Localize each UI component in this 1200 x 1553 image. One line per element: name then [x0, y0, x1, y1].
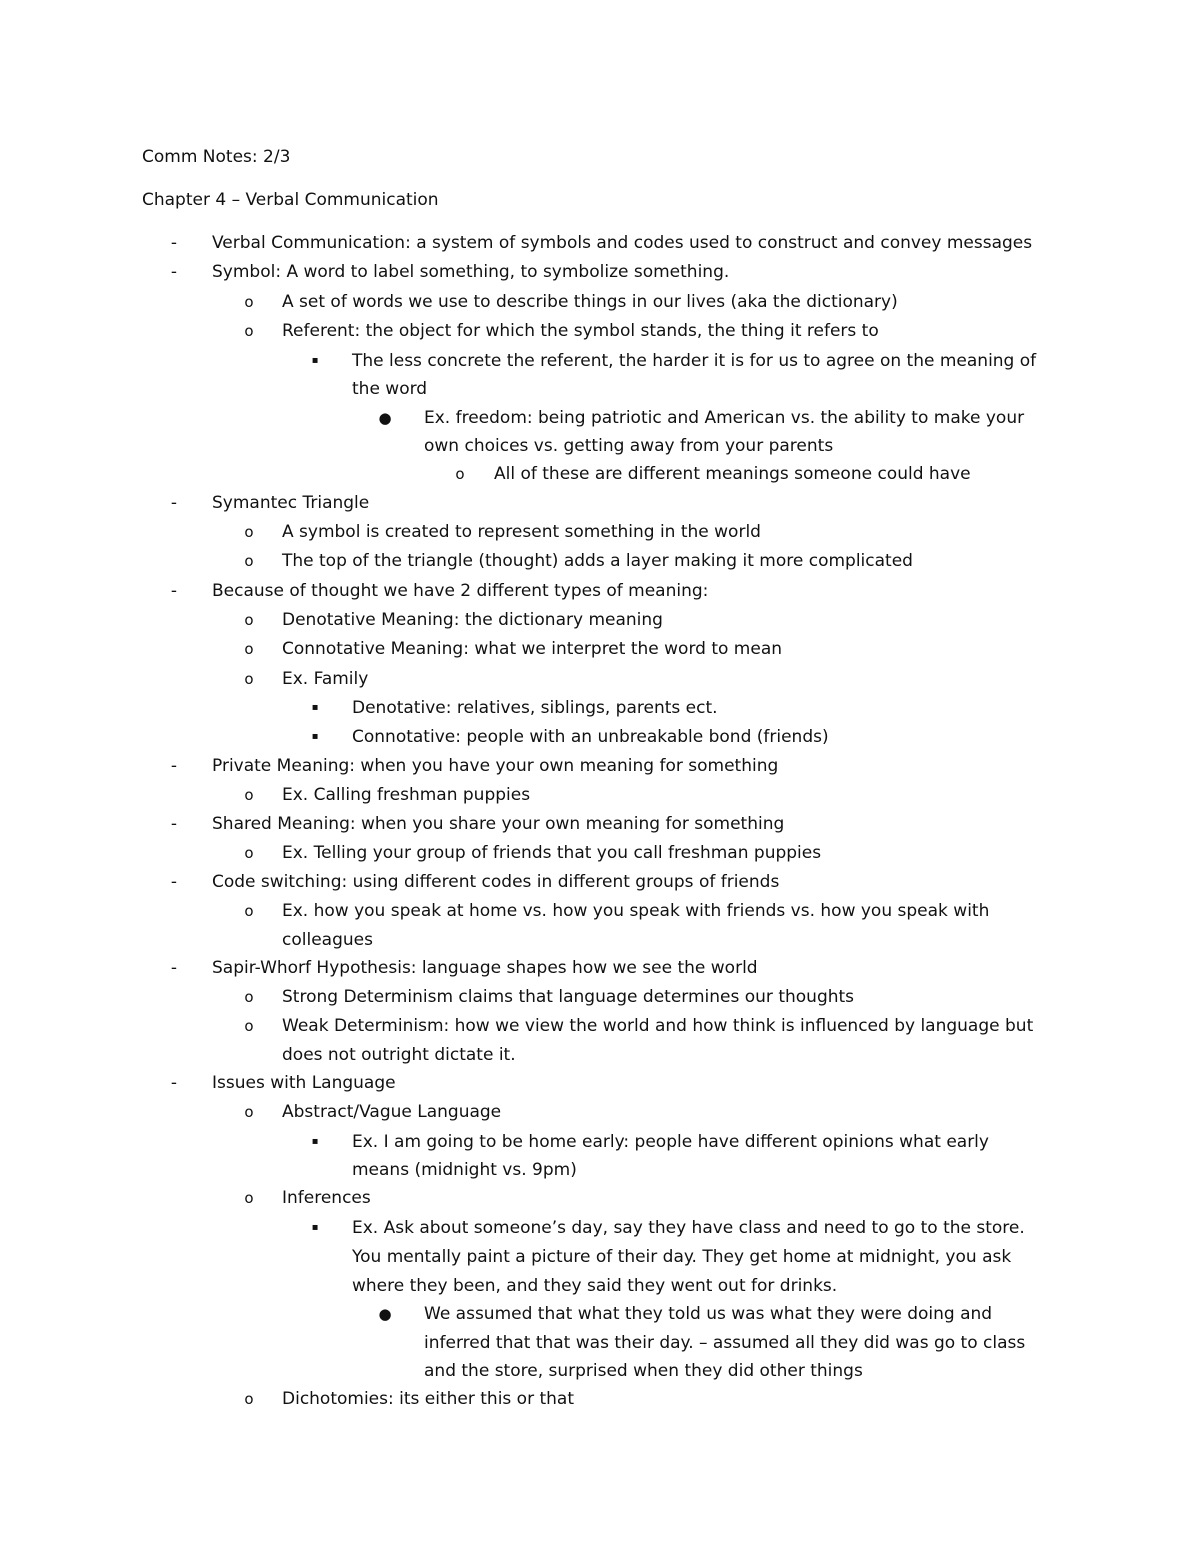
note-line-level-4: and the store, surprised when they did other things — [424, 1361, 863, 1381]
note-line-level-4: inferred that that was their day. – assumed all they did was go to class — [424, 1333, 1026, 1353]
note-line-level-4: Ex. freedom: being patriotic and American vs. the ability to make your — [424, 408, 1025, 428]
dash-bullet-icon: - — [170, 233, 178, 253]
note-line-level-3: the word — [352, 379, 428, 399]
circle-bullet-icon: o — [244, 293, 254, 311]
note-line-level-5: All of these are different meanings someone could have — [494, 464, 971, 484]
square-bullet-icon: ▪ — [311, 355, 319, 366]
circle-bullet-icon: o — [244, 322, 254, 340]
dot-bullet-icon: ● — [378, 409, 392, 427]
note-line-level-2: Ex. Telling your group of friends that you call freshman puppies — [282, 843, 822, 863]
note-line-level-3: where they been, and they said they went out for drinks. — [352, 1276, 838, 1296]
circle-bullet-icon: o — [244, 844, 254, 862]
note-line-level-3: You mentally paint a picture of their day. They get home at midnight, you ask — [352, 1247, 1012, 1267]
square-bullet-icon: ▪ — [311, 1222, 319, 1233]
note-line-level-3: Ex. Ask about someone’s day, say they have class and need to go to the store. — [352, 1218, 1025, 1238]
dot-bullet-icon: ● — [378, 1305, 392, 1323]
note-line-level-1: Sapir-Whorf Hypothesis: language shapes how we see the world — [212, 958, 758, 978]
note-line-level-3: Connotative: people with an unbreakable bond (friends) — [352, 727, 829, 747]
note-line-level-1: Verbal Communication: a system of symbols and codes used to construct and convey messages — [212, 233, 1033, 253]
note-line-level-1: Issues with Language — [212, 1073, 396, 1093]
circle-bullet-icon: o — [244, 1189, 254, 1207]
circle-bullet-icon: o — [244, 552, 254, 570]
note-line-level-2: Ex. how you speak at home vs. how you speak with friends vs. how you speak with — [282, 901, 990, 921]
note-line-level-1: Symantec Triangle — [212, 493, 370, 513]
circle-bullet-icon: o — [455, 465, 465, 483]
note-line-level-2: Ex. Calling freshman puppies — [282, 785, 531, 805]
chapter-heading: Chapter 4 – Verbal Communication — [142, 190, 439, 210]
note-line-level-3: The less concrete the referent, the harder it is for us to agree on the meaning of — [352, 351, 1037, 371]
note-line-level-2: Abstract/Vague Language — [282, 1102, 502, 1122]
dash-bullet-icon: - — [170, 493, 178, 513]
note-line-level-4: We assumed that what they told us was what they were doing and — [424, 1304, 993, 1324]
note-line-level-2: A set of words we use to describe things in our lives (aka the dictionary) — [282, 292, 898, 312]
note-line-level-2: Inferences — [282, 1188, 371, 1208]
note-line-level-2: Connotative Meaning: what we interpret the word to mean — [282, 639, 783, 659]
note-line-level-4: own choices vs. getting away from your parents — [424, 436, 834, 456]
circle-bullet-icon: o — [244, 670, 254, 688]
note-line-level-3: means (midnight vs. 9pm) — [352, 1160, 577, 1180]
note-line-level-1: Because of thought we have 2 different types of meaning: — [212, 581, 709, 601]
square-bullet-icon: ▪ — [311, 731, 319, 742]
note-line-level-2: A symbol is created to represent something in the world — [282, 522, 761, 542]
note-line-level-2: Referent: the object for which the symbol stands, the thing it refers to — [282, 321, 879, 341]
note-line-level-1: Private Meaning: when you have your own meaning for something — [212, 756, 779, 776]
note-line-level-2: Dichotomies: its either this or that — [282, 1389, 574, 1409]
dash-bullet-icon: - — [170, 872, 178, 892]
note-line-level-2: Weak Determinism: how we view the world and how think is influenced by language but — [282, 1016, 1034, 1036]
square-bullet-icon: ▪ — [311, 702, 319, 713]
note-line-level-1: Symbol: A word to label something, to symbolize something. — [212, 262, 730, 282]
circle-bullet-icon: o — [244, 786, 254, 804]
note-line-level-3: Ex. I am going to be home early: people have different opinions what early — [352, 1132, 989, 1152]
circle-bullet-icon: o — [244, 988, 254, 1006]
note-line-level-2: Denotative Meaning: the dictionary meaning — [282, 610, 663, 630]
note-line-level-2: does not outright dictate it. — [282, 1045, 516, 1065]
dash-bullet-icon: - — [170, 581, 178, 601]
note-line-level-2: Ex. Family — [282, 669, 369, 689]
dash-bullet-icon: - — [170, 262, 178, 282]
circle-bullet-icon: o — [244, 611, 254, 629]
dash-bullet-icon: - — [170, 814, 178, 834]
document-title: Comm Notes: 2/3 — [142, 147, 291, 167]
note-line-level-2: colleagues — [282, 930, 373, 950]
dash-bullet-icon: - — [170, 756, 178, 776]
circle-bullet-icon: o — [244, 1017, 254, 1035]
square-bullet-icon: ▪ — [311, 1136, 319, 1147]
circle-bullet-icon: o — [244, 640, 254, 658]
dash-bullet-icon: - — [170, 958, 178, 978]
circle-bullet-icon: o — [244, 1390, 254, 1408]
dash-bullet-icon: - — [170, 1073, 178, 1093]
note-line-level-3: Denotative: relatives, siblings, parents ect. — [352, 698, 718, 718]
note-line-level-2: The top of the triangle (thought) adds a layer making it more complicated — [282, 551, 913, 571]
circle-bullet-icon: o — [244, 1103, 254, 1121]
note-line-level-1: Code switching: using different codes in different groups of friends — [212, 872, 780, 892]
circle-bullet-icon: o — [244, 902, 254, 920]
note-line-level-2: Strong Determinism claims that language determines our thoughts — [282, 987, 855, 1007]
circle-bullet-icon: o — [244, 523, 254, 541]
note-line-level-1: Shared Meaning: when you share your own meaning for something — [212, 814, 785, 834]
